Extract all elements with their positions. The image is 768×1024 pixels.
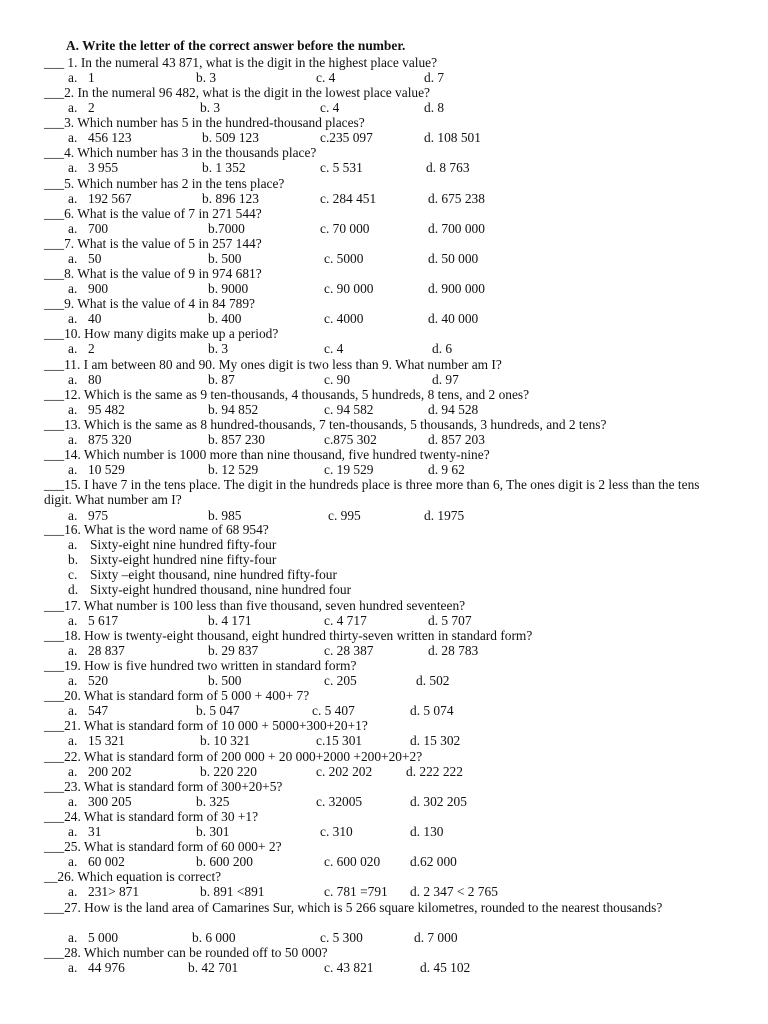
choice-b: b. 301 (196, 824, 230, 839)
choice-letter: a. (68, 673, 78, 688)
word-name-choice (44, 567, 724, 582)
choice-value: 231> 871 (88, 884, 140, 899)
answer-choices-row (44, 462, 744, 477)
choice-d: d.62 000 (410, 854, 457, 869)
answer-choices-row (44, 281, 744, 296)
choice-b: b. 985 (208, 508, 242, 523)
answer-choices-row (44, 643, 744, 658)
choice-c: c. 310 (320, 824, 353, 839)
choice-value: 40 (88, 311, 102, 326)
choice-value: 3 955 (88, 160, 119, 175)
choice-letter: a. (68, 764, 78, 779)
choice-b: b. 325 (196, 794, 230, 809)
choice-b: b. 500 (208, 673, 242, 688)
choice-text: Sixty-eight nine hundred fifty-four (90, 537, 277, 552)
choice-value: 10 529 (88, 462, 125, 477)
question-text: ___7. What is the value of 5 in 257 144? (44, 236, 262, 251)
choice-b: b. 3 (196, 70, 217, 85)
choice-c: c. 995 (328, 508, 361, 523)
answer-choices-row (44, 130, 744, 145)
question-text: ___19. How is five hundred two written in standard form? (44, 658, 357, 673)
choice-d: d. 9 62 (428, 462, 465, 477)
answer-choices-row (44, 221, 744, 236)
choice-c: c. 5 300 (320, 930, 363, 945)
question-text: ___ 1. In the numeral 43 871, what is the digit in the highest place value? (44, 55, 438, 70)
choice-d: d. 7 (424, 70, 445, 85)
choice-d: d. 94 528 (428, 402, 479, 417)
choice-letter: a. (68, 160, 78, 175)
choice-c: c. 5 407 (312, 703, 355, 718)
answer-choices-row (44, 930, 744, 945)
choice-b: b. 5 047 (196, 703, 240, 718)
question-text: ___25. What is standard form of 60 000+ 2? (44, 839, 282, 854)
question-text: ___27. How is the land area of Camarines Sur, which is 5 266 square kilometres, rounded to the nearest thousands? (44, 900, 663, 915)
choice-b: b. 220 220 (200, 764, 257, 779)
choice-value: 547 (88, 703, 109, 718)
choice-letter: a. (68, 884, 78, 899)
answer-choices-row (44, 100, 744, 115)
question-text: ___13. Which is the same as 8 hundred-thousands, 7 ten-thousands, 5 thousands, 3 hundreds, and 2 tens? (44, 417, 607, 432)
choice-letter: a. (68, 733, 78, 748)
choice-b: b. 29 837 (208, 643, 259, 658)
choice-d: d. 2 347 < 2 765 (410, 884, 498, 899)
choice-value: 1 (88, 70, 95, 85)
choice-value: 192 567 (88, 191, 132, 206)
choice-d: d. 28 783 (428, 643, 479, 658)
choice-c: c. 202 202 (316, 764, 373, 779)
choice-value: 456 123 (88, 130, 132, 145)
choice-d: d. 222 222 (406, 764, 463, 779)
choice-letter: a. (68, 372, 78, 387)
choice-c: c. 70 000 (320, 221, 370, 236)
choice-value: 5 000 (88, 930, 119, 945)
answer-choices-row (44, 191, 744, 206)
choice-b: b. 500 (208, 251, 242, 266)
choice-value: 520 (88, 673, 109, 688)
choice-c: c. 94 582 (324, 402, 374, 417)
choice-letter: a. (68, 462, 78, 477)
choice-c: c. 90 000 (324, 281, 374, 296)
choice-b: b. 87 (208, 372, 235, 387)
choice-b: b. 1 352 (202, 160, 246, 175)
question-text: ___6. What is the value of 7 in 271 544? (44, 206, 262, 221)
question-text: ___17. What number is 100 less than five thousand, seven hundred seventeen? (44, 598, 466, 613)
choice-d: d. 5 707 (428, 613, 472, 628)
choice-c: c. 4 (316, 70, 336, 85)
question-text: ___5. Which number has 2 in the tens place? (44, 176, 285, 191)
choice-letter: a. (68, 432, 78, 447)
choice-letter: a. (68, 643, 78, 658)
choice-b: b. 509 123 (202, 130, 259, 145)
question-text: ___28. Which number can be rounded off to 50 000? (44, 945, 328, 960)
choice-value: 28 837 (88, 643, 125, 658)
choice-text: Sixty –eight thousand, nine hundred fifty-four (90, 567, 337, 582)
question-text: ___23. What is standard form of 300+20+5? (44, 779, 283, 794)
answer-choices-row (44, 160, 744, 175)
choice-b: b. 3 (200, 100, 221, 115)
choice-d: d. 45 102 (420, 960, 471, 975)
choice-letter: a. (68, 402, 78, 417)
choice-letter: c. (68, 567, 78, 582)
choice-letter: a. (68, 854, 78, 869)
choice-c: c. 781 =791 (324, 884, 388, 899)
question-text: ___18. How is twenty-eight thousand, eight hundred thirty-seven written in standard form? (44, 628, 533, 643)
choice-d: d. 130 (410, 824, 444, 839)
question-text: ___22. What is standard form of 200 000 + 20 000+2000 +200+20+2? (44, 749, 423, 764)
choice-b: b. 42 701 (188, 960, 239, 975)
choice-letter: a. (68, 930, 78, 945)
question-text: ___10. How many digits make up a period? (44, 326, 279, 341)
choice-b: b. 3 (208, 341, 229, 356)
choice-b: b. 400 (208, 311, 242, 326)
choice-d: d. 40 000 (428, 311, 479, 326)
choice-letter: a. (68, 100, 78, 115)
choice-value: 95 482 (88, 402, 125, 417)
choice-c: c. 28 387 (324, 643, 374, 658)
choice-d: d. 502 (416, 673, 450, 688)
choice-value: 15 321 (88, 733, 125, 748)
choice-letter: b. (68, 552, 79, 567)
answer-choices-row (44, 613, 744, 628)
word-name-choice (44, 537, 724, 552)
choice-b: b. 10 321 (200, 733, 251, 748)
choice-letter: a. (68, 251, 78, 266)
choice-value: 50 (88, 251, 102, 266)
choice-letter: a. (68, 960, 78, 975)
choice-value: 875 320 (88, 432, 132, 447)
choice-c: c. 4 717 (324, 613, 367, 628)
choice-b: b. 12 529 (208, 462, 259, 477)
choice-value: 5 617 (88, 613, 119, 628)
choice-b: b. 891 <891 (200, 884, 265, 899)
choice-c: c. 5 531 (320, 160, 363, 175)
answer-choices-row (44, 341, 744, 356)
choice-c: c. 32005 (316, 794, 363, 809)
choice-value: 700 (88, 221, 109, 236)
choice-letter: a. (68, 191, 78, 206)
answer-choices-row (44, 372, 744, 387)
choice-d: d. 8 (424, 100, 445, 115)
choice-d: d. 15 302 (410, 733, 461, 748)
choice-b: b. 94 852 (208, 402, 259, 417)
choice-c: c. 19 529 (324, 462, 374, 477)
choice-value: 60 002 (88, 854, 125, 869)
answer-choices-row (44, 70, 744, 85)
answer-choices-row (44, 432, 744, 447)
question-text: ___8. What is the value of 9 in 974 681? (44, 266, 262, 281)
choice-d: d. 50 000 (428, 251, 479, 266)
choice-b: b. 4 171 (208, 613, 252, 628)
question-text: ___3. Which number has 5 in the hundred-thousand places? (44, 115, 365, 130)
choice-d: d. 5 074 (410, 703, 454, 718)
answer-choices-row (44, 508, 744, 523)
choice-value: 900 (88, 281, 109, 296)
choice-c: c.235 097 (320, 130, 373, 145)
choice-b: b. 9000 (208, 281, 249, 296)
choice-c: c. 90 (324, 372, 351, 387)
choice-value: 975 (88, 508, 109, 523)
choice-d: d. 675 238 (428, 191, 485, 206)
choice-c: c.15 301 (316, 733, 363, 748)
answer-choices-row (44, 854, 744, 869)
choice-value: 2 (88, 341, 95, 356)
choice-c: c. 43 821 (324, 960, 374, 975)
question-text: ___4. Which number has 3 in the thousands place? (44, 145, 317, 160)
question-text: ___12. Which is the same as 9 ten-thousands, 4 thousands, 5 hundreds, 8 tens, and 2 ones? (44, 387, 530, 402)
choice-value: 2 (88, 100, 95, 115)
answer-choices-row (44, 794, 744, 809)
answer-choices-row (44, 884, 744, 899)
question-text: ___11. I am between 80 and 90. My ones digit is two less than 9. What number am I? (44, 357, 502, 372)
question-text: ___21. What is standard form of 10 000 + 5000+300+20+1? (44, 718, 368, 733)
question-text: ___9. What is the value of 4 in 84 789? (44, 296, 255, 311)
choice-b: b. 896 123 (202, 191, 259, 206)
choice-b: b. 600 200 (196, 854, 253, 869)
choice-d: d. 857 203 (428, 432, 485, 447)
choice-d: d. 8 763 (426, 160, 470, 175)
choice-b: b. 857 230 (208, 432, 265, 447)
word-name-choice (44, 582, 724, 597)
answer-choices-row (44, 824, 744, 839)
choice-c: c. 284 451 (320, 191, 377, 206)
choice-letter: a. (68, 130, 78, 145)
question-text: ___20. What is standard form of 5 000 + 400+ 7? (44, 688, 310, 703)
choice-letter: a. (68, 703, 78, 718)
choice-c: c. 600 020 (324, 854, 381, 869)
answer-choices-row (44, 960, 744, 975)
answer-choices-row (44, 251, 744, 266)
choice-letter: a. (68, 311, 78, 326)
section-heading: A. Write the letter of the correct answer before the number. (66, 38, 406, 53)
choice-value: 80 (88, 372, 102, 387)
choice-d: d. 108 501 (424, 130, 481, 145)
question-text: ___16. What is the word name of 68 954? (44, 522, 269, 537)
question-text: ___2. In the numeral 96 482, what is the digit in the lowest place value? (44, 85, 431, 100)
choice-letter: d. (68, 582, 79, 597)
choice-letter: a. (68, 794, 78, 809)
choice-c: c.875 302 (324, 432, 377, 447)
choice-value: 31 (88, 824, 102, 839)
question-text: ___24. What is standard form of 30 +1? (44, 809, 259, 824)
choice-value: 300 205 (88, 794, 132, 809)
answer-choices-row (44, 673, 744, 688)
question-text: ___15. I have 7 in the tens place. The digit in the hundreds place is three more than 6, The ones digit is 2 less than the tens digit. What number am I? (44, 477, 700, 507)
choice-letter: a. (68, 824, 78, 839)
answer-choices-row (44, 402, 744, 417)
choice-d: d. 97 (432, 372, 459, 387)
choice-c: c. 5000 (324, 251, 364, 266)
choice-text: Sixty-eight hundred thousand, nine hundred four (90, 582, 352, 597)
choice-value: 44 976 (88, 960, 125, 975)
answer-choices-row (44, 311, 744, 326)
choice-c: c. 4 (320, 100, 340, 115)
choice-letter: a. (68, 537, 78, 552)
question-text: ___14. Which number is 1000 more than nine thousand, five hundred twenty-nine? (44, 447, 490, 462)
choice-text: Sixty-eight hundred nine fifty-four (90, 552, 277, 567)
choice-d: d. 6 (432, 341, 453, 356)
choice-letter: a. (68, 281, 78, 296)
choice-d: d. 700 000 (428, 221, 485, 236)
choice-letter: a. (68, 613, 78, 628)
choice-letter: a. (68, 341, 78, 356)
choice-b: b. 6 000 (192, 930, 236, 945)
choice-letter: a. (68, 508, 78, 523)
choice-value: 200 202 (88, 764, 132, 779)
choice-c: c. 4 (324, 341, 344, 356)
choice-d: d. 7 000 (414, 930, 458, 945)
answer-choices-row (44, 764, 744, 779)
choice-letter: a. (68, 221, 78, 236)
answer-choices-row (44, 733, 744, 748)
choice-d: d. 1975 (424, 508, 465, 523)
question-text: __26. Which equation is correct? (44, 869, 222, 884)
choice-c: c. 4000 (324, 311, 364, 326)
choice-d: d. 900 000 (428, 281, 485, 296)
choice-b: b.7000 (208, 221, 245, 236)
choice-letter: a. (68, 70, 78, 85)
choice-d: d. 302 205 (410, 794, 467, 809)
choice-c: c. 205 (324, 673, 357, 688)
word-name-choice (44, 552, 724, 567)
answer-choices-row (44, 703, 744, 718)
